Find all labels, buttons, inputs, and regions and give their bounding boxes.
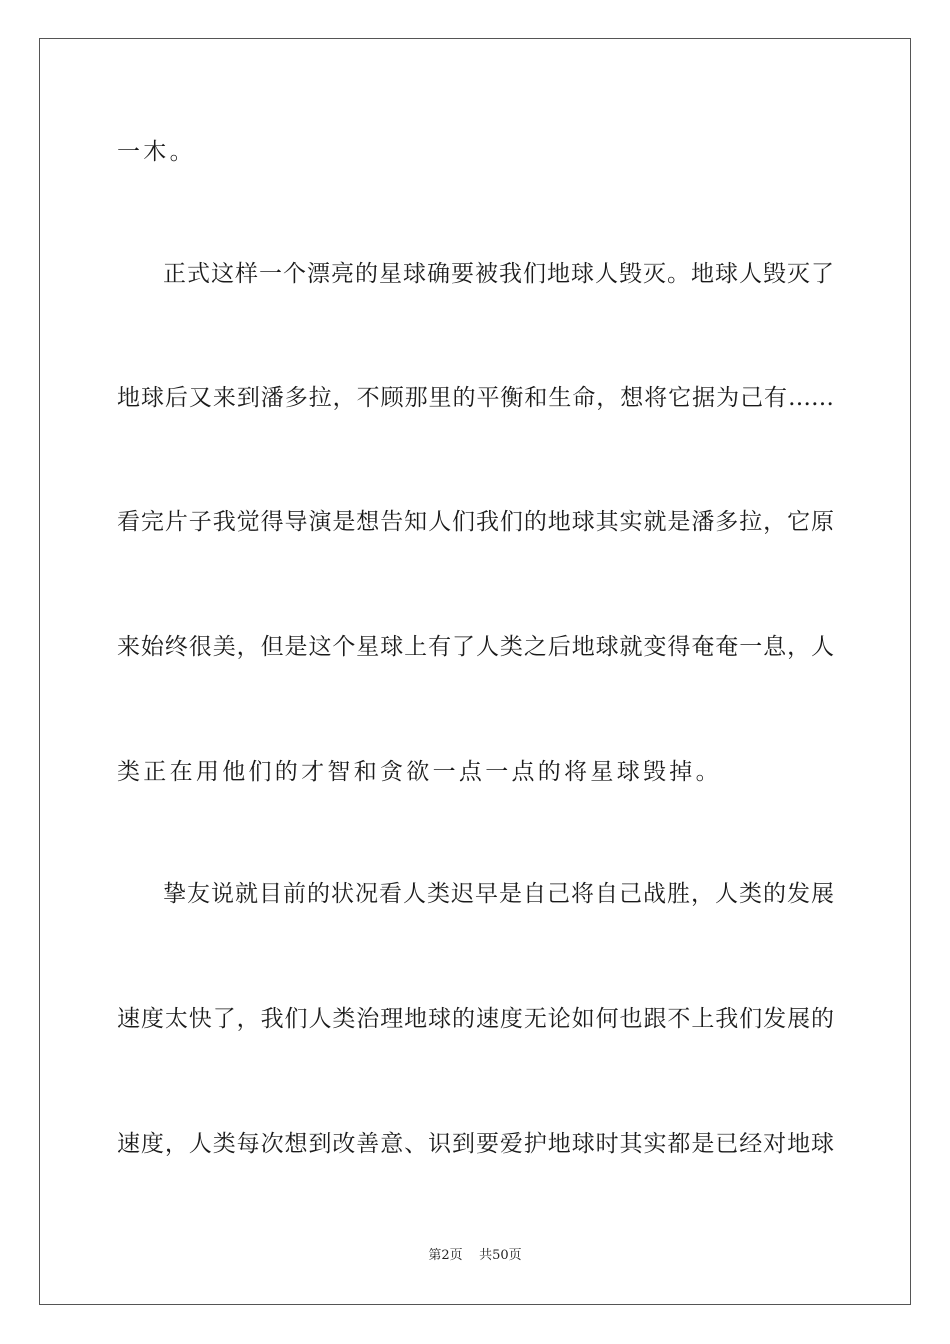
text-line: 一木。 xyxy=(117,139,196,165)
text-line: 来始终很美，但是这个星球上有了人类之后地球就变得奄奄一息，人 xyxy=(117,634,834,660)
text-line: 挚友说就目前的状况看人类迟早是自己将自己战胜，人类的发展 xyxy=(163,881,834,907)
text-line: 速度太快了，我们人类治理地球的速度无论如何也跟不上我们发展的 xyxy=(117,1006,834,1032)
page-number-footer: 第2页 共50页 xyxy=(428,1248,522,1263)
text-line: 地球后又来到潘多拉，不顾那里的平衡和生命，想将它据为己有…… xyxy=(117,385,834,411)
text-line: 正式这样一个漂亮的星球确要被我们地球人毁灭。地球人毁灭了 xyxy=(163,261,834,287)
text-line: 看完片子我觉得导演是想告知人们我们的地球其实就是潘多拉，它原 xyxy=(117,509,834,535)
text-line: 类正在用他们的才智和贪欲一点一点的将星球毁掉。 xyxy=(117,759,722,785)
text-line: 速度，人类每次想到改善意、识到要爱护地球时其实都是已经对地球 xyxy=(117,1131,834,1157)
page-border xyxy=(39,38,911,1305)
